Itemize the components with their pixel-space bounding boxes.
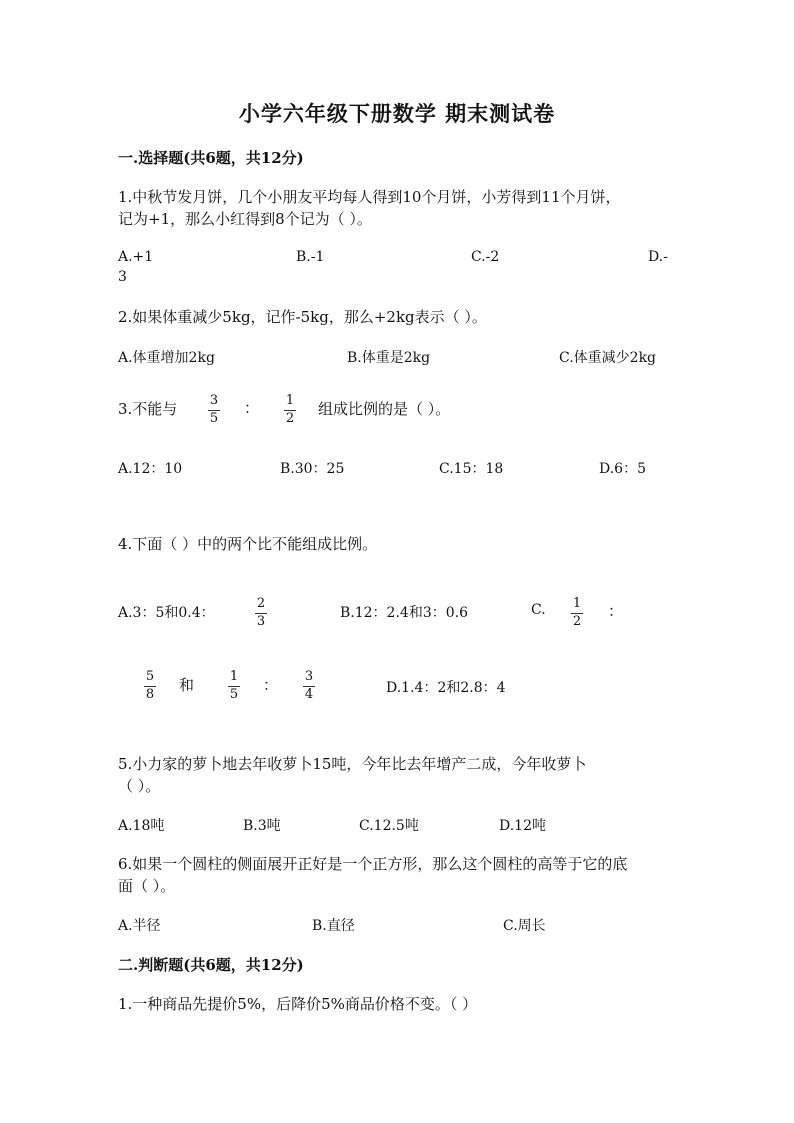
numerator: 3 bbox=[209, 393, 219, 408]
fraction bbox=[226, 670, 242, 702]
page-title: 小学六年级下册数学 期末测试卷 bbox=[238, 101, 556, 126]
question-text: 4.下面（ ）中的两个比不能组成比例。 bbox=[118, 535, 378, 553]
question-text: 5.小力家的萝卜地去年收萝卜15吨，今年比去年增产二成，今年收萝卜 bbox=[118, 755, 587, 773]
fraction bbox=[282, 394, 298, 426]
question-text: 组成比例的是（ ）。 bbox=[318, 400, 451, 418]
numerator: 1 bbox=[572, 596, 582, 611]
option-c[interactable]: C.周长 bbox=[503, 918, 546, 934]
fraction bbox=[253, 597, 269, 629]
option-a[interactable]: A.半径 bbox=[118, 918, 161, 934]
option-a[interactable]: A.18吨 bbox=[118, 818, 165, 834]
option-c[interactable]: C.体重减少2kg bbox=[559, 350, 657, 366]
question-text: 2.如果体重减少5kg，记作-5kg，那么+2kg表示（ ）。 bbox=[118, 308, 487, 326]
denominator: 5 bbox=[229, 687, 239, 702]
option-b[interactable]: B.-1 bbox=[296, 249, 325, 265]
question-text: 记为+1，那么小红得到8个记为（ ）。 bbox=[118, 210, 372, 228]
denominator: 2 bbox=[572, 614, 582, 629]
numerator: 2 bbox=[256, 596, 266, 611]
ratio-colon: ： bbox=[263, 676, 279, 694]
option-d[interactable]: D.6：5 bbox=[599, 461, 646, 477]
option-b[interactable]: B.体重是2kg bbox=[347, 350, 431, 366]
option-d[interactable]: D.12吨 bbox=[499, 818, 546, 834]
question-text: 面（ ）。 bbox=[118, 877, 176, 895]
option-a[interactable]: A.体重增加2kg bbox=[118, 350, 215, 366]
fraction bbox=[569, 597, 585, 629]
question-text: 3.不能与 bbox=[118, 400, 178, 418]
judge-question-1: 1.一种商品先提价5%，后降价5%商品价格不变。（ ） bbox=[118, 995, 478, 1013]
numerator: 1 bbox=[229, 669, 239, 684]
numerator: 3 bbox=[304, 669, 314, 684]
option-b[interactable]: B.直径 bbox=[312, 918, 355, 934]
question-text: （ ）。 bbox=[118, 777, 161, 795]
numerator: 1 bbox=[285, 393, 295, 408]
numerator: 5 bbox=[145, 669, 155, 684]
option-b[interactable]: B.12：2.4和3：0.6 bbox=[340, 605, 468, 621]
and-text: 和 bbox=[179, 676, 195, 694]
section-heading-choice: 一.选择题(共6题，共12分) bbox=[118, 149, 304, 167]
fraction bbox=[301, 670, 317, 702]
denominator: 8 bbox=[145, 687, 155, 702]
option-c[interactable]: C. bbox=[531, 602, 546, 618]
option-c[interactable]: C.-2 bbox=[471, 249, 500, 265]
fraction bbox=[142, 670, 158, 702]
denominator: 2 bbox=[285, 411, 295, 426]
question-text: 1.中秋节发月饼，几个小朋友平均每人得到10个月饼，小芳得到11个月饼， bbox=[118, 188, 621, 206]
option-a[interactable]: A.12：10 bbox=[118, 461, 183, 477]
option-d-wrap: 3 bbox=[118, 269, 127, 285]
option-b[interactable]: B.30：25 bbox=[280, 461, 345, 477]
question-text: 6.如果一个圆柱的侧面展开正好是一个正方形，那么这个圆柱的高等于它的底 bbox=[118, 855, 628, 873]
option-a[interactable]: A.3：5和0.4： bbox=[118, 605, 215, 621]
denominator: 3 bbox=[256, 614, 266, 629]
option-d[interactable]: D.1.4：2和2.8：4 bbox=[386, 680, 506, 696]
denominator: 5 bbox=[209, 411, 219, 426]
ratio-colon: ： bbox=[244, 399, 260, 417]
option-d[interactable]: D.- bbox=[648, 249, 668, 265]
denominator: 4 bbox=[304, 687, 314, 702]
fraction bbox=[206, 394, 222, 426]
option-c[interactable]: C.12.5吨 bbox=[359, 818, 419, 834]
option-b[interactable]: B.3吨 bbox=[243, 818, 281, 834]
section-heading-judge: 二.判断题(共6题，共12分) bbox=[118, 956, 304, 974]
option-a[interactable]: A.+1 bbox=[118, 249, 154, 265]
option-c[interactable]: C.15：18 bbox=[439, 461, 504, 477]
ratio-colon: ： bbox=[608, 602, 624, 620]
